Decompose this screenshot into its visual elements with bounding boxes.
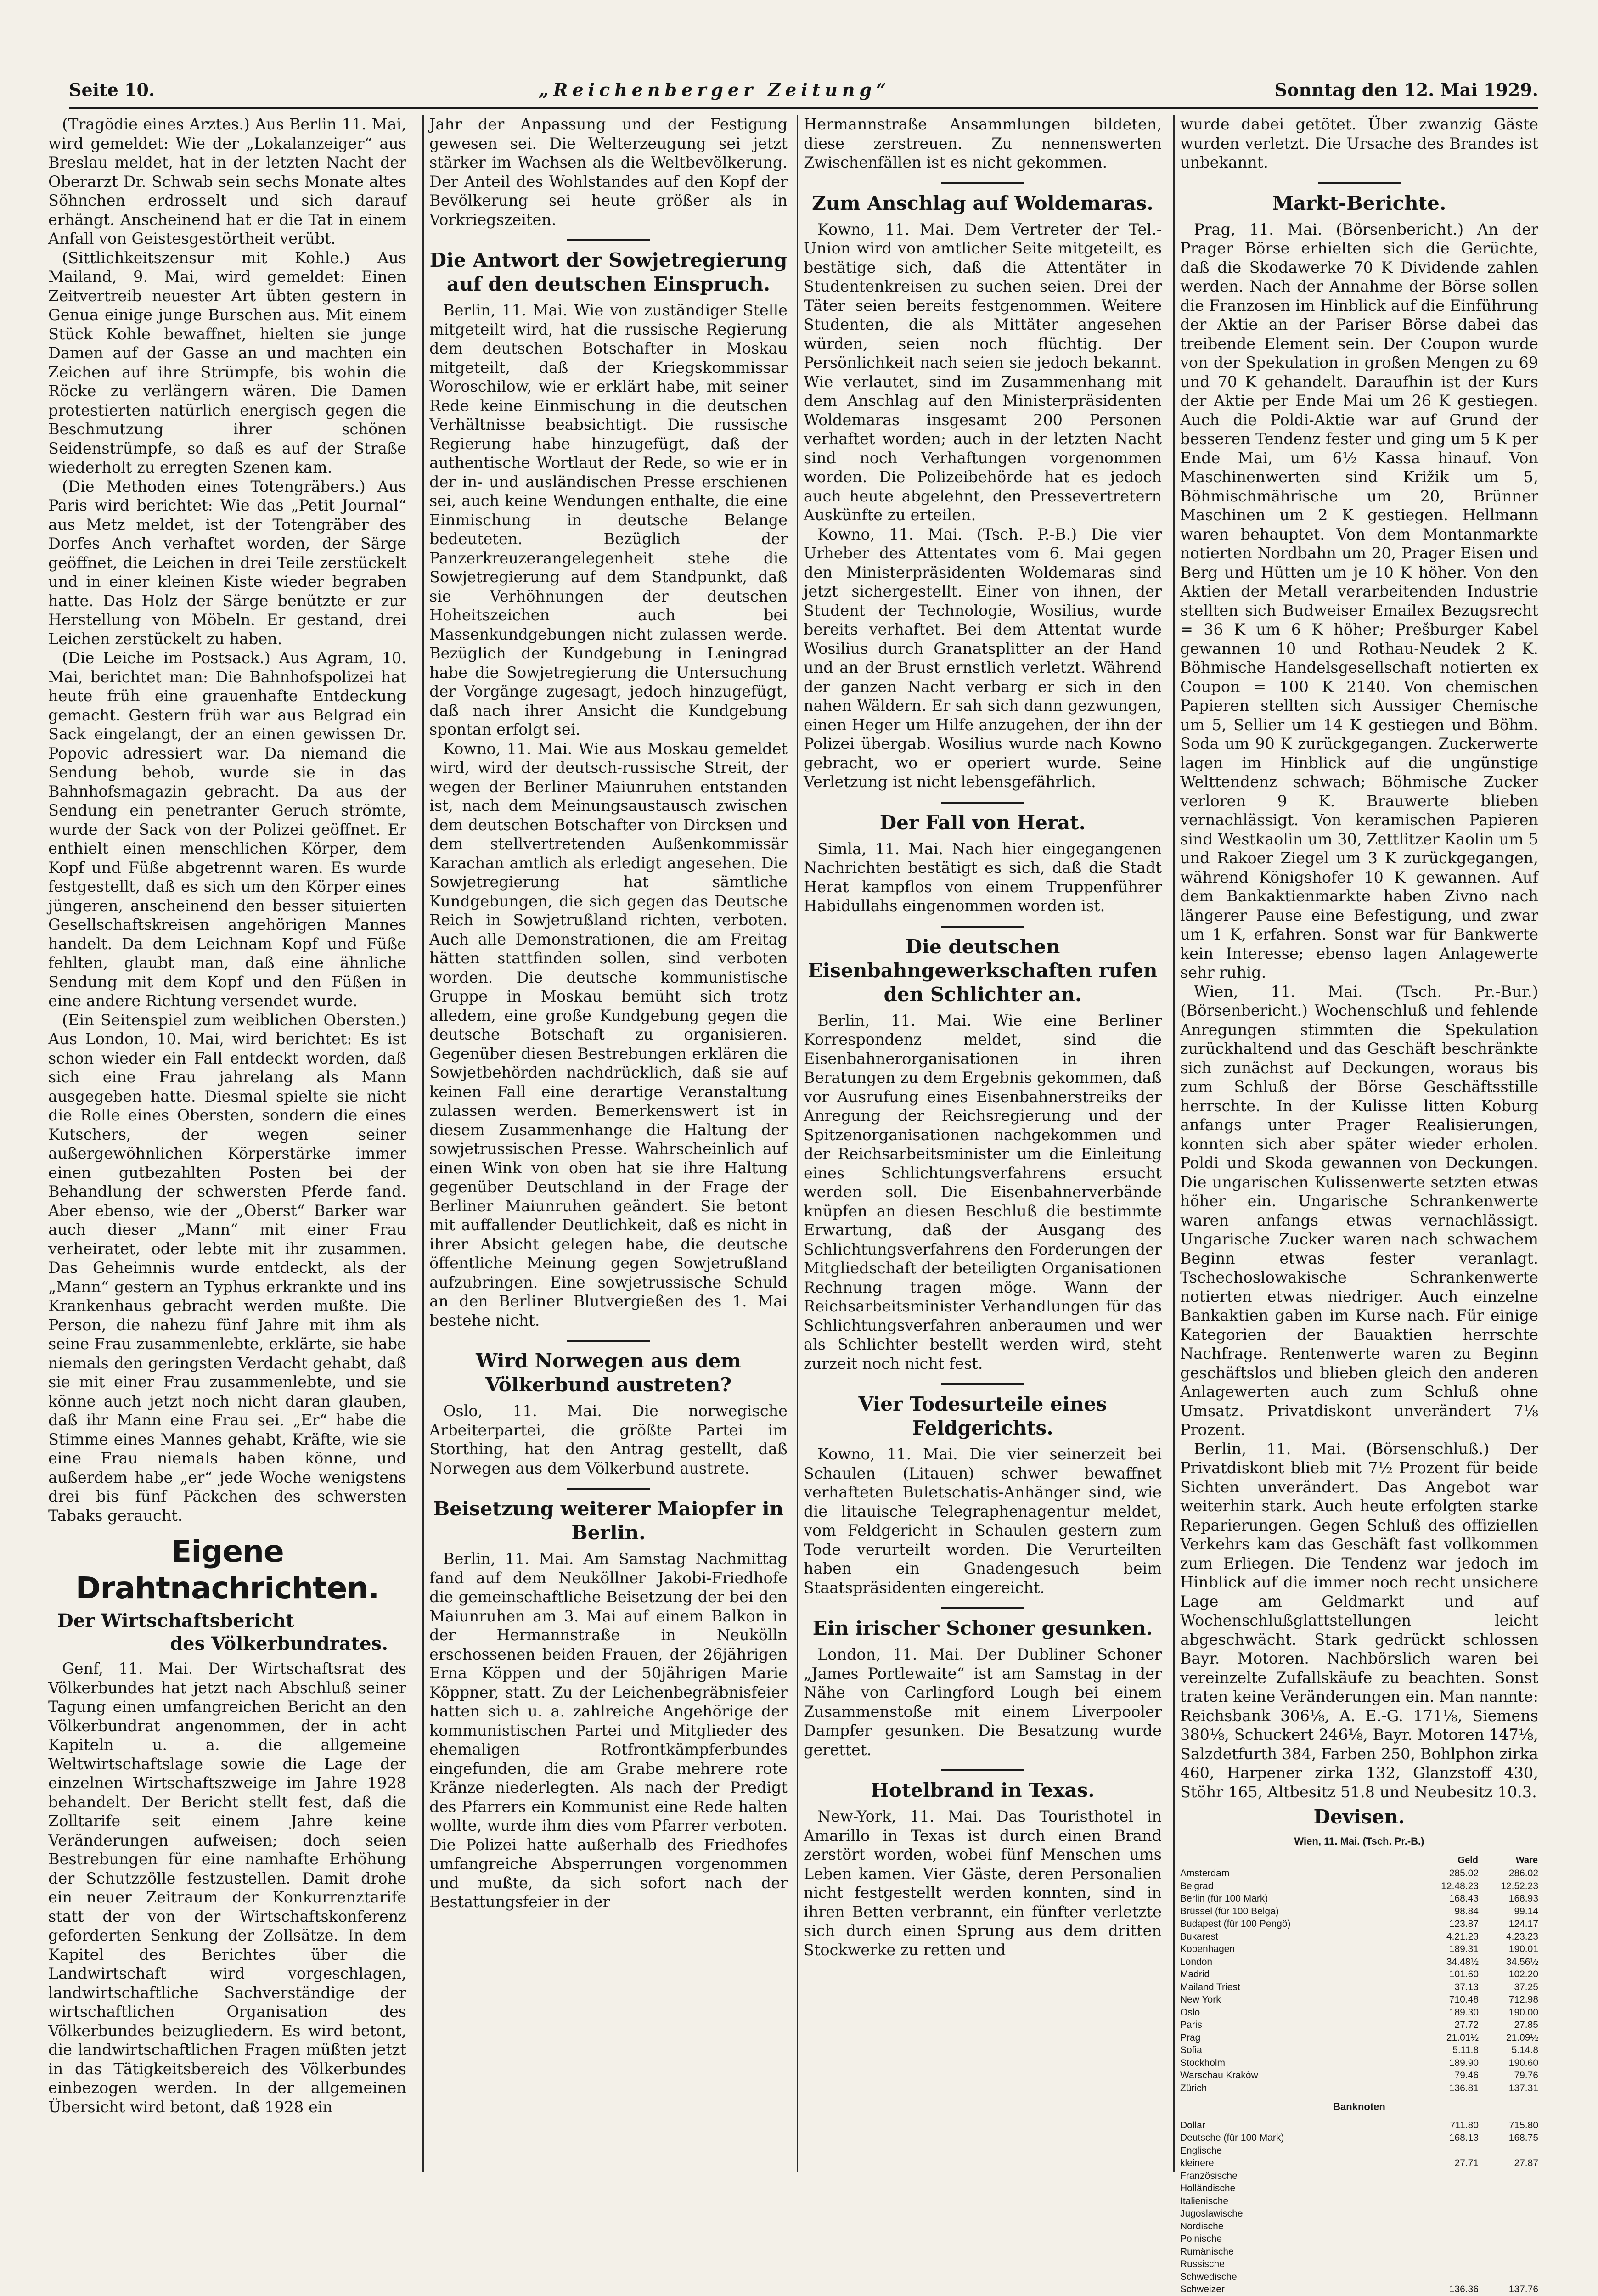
article-separator — [941, 1383, 1024, 1385]
currency-name: Russische — [1180, 2258, 1419, 2271]
table-row — [1180, 2182, 1538, 2195]
bid-rate: 34.48½ — [1419, 1956, 1479, 1969]
ask-rate: 124.17 — [1479, 1918, 1538, 1930]
currency-name: Berlin (für 100 Mark) — [1180, 1892, 1419, 1905]
article-headline: Wird Norwegen aus dem Völkerbund austreten? — [429, 1349, 788, 1397]
ask-rate — [1479, 2207, 1538, 2220]
article-paragraph: Berlin, 11. Mai. Am Samstag Nachmittag fand auf dem Neuköllner Jakobi-Friedhofe die gemeinschaftliche Beisetzung der bei den Maiunruhen am 3. Mai auf einem Balkon in der Hermannstraße in Neukölln erschossenen beiden Frauen, der 26jährigen Erna Köppen und der 50jährigen Marie Köppner, statt. Zu der Leichenbegräbnisfeier hatten sich u. a. zahlreiche Angehörige der kommunistischen Partei und Mitglieder des ehemaligen Rotfrontkämpferbundes eingefunden, die am Grabe mehrere rote Kränze niederlegten. Als nach der Predigt des Pfarrers ein Kommunist eine Rede halten wollte, wurde ihm dies vom Pfarrer verboten. Die Polizei hatte außerhalb des Friedhofes umfangreiche Absperrungen vorgenommen und mußte, da sich sofort nach der Bestattungsfeier in der — [429, 1549, 788, 1912]
newspaper-name: „Reichenberger Zeitung“ — [539, 79, 891, 100]
article-headline: Der Wirtschaftsbericht — [48, 1609, 406, 1632]
table-row — [1180, 2057, 1538, 2070]
bid-rate: 710.48 — [1419, 1993, 1479, 2006]
bid-rate — [1419, 2144, 1479, 2157]
banknote-table — [1180, 2119, 1538, 2296]
article-separator — [941, 1769, 1024, 1771]
exchange-table-title: Banknoten — [1180, 2097, 1538, 2116]
table-row — [1180, 2044, 1538, 2057]
bid-rate — [1419, 2207, 1479, 2220]
bid-rate: 27.72 — [1419, 2019, 1479, 2032]
section-headline: Devisen. — [1180, 1805, 1538, 1829]
bid-rate — [1419, 2170, 1479, 2183]
column-3 — [804, 115, 1162, 2172]
article-paragraph: Berlin, 11. Mai. Wie von zuständiger Stelle mitgeteilt wird, hat die russische Regierung dem deutschen Botschafter in Moskau mitgeteilt, daß der Kriegskommissar Woroschilow, wie er erklärt habe, mit seiner Rede keine Einmischung in die deutschen Verhältnisse beabsichtigt. Die russische Regierung habe hinzugefügt, daß der authentische Wortlaut der Rede, so wie er in der in- und ausländischen Presse erschienen sei, auch keine Wendungen enthalte, die eine Einmischung in deutsche Belange bedeuteten. Bezüglich der Panzerkreuzerangelegenheit stehe die Sowjetregierung auf dem Standpunkt, daß sie Verhöhnungen der deutschen Hoheitszeichen auch bei Massenkundgebungen nicht zulassen werde. Bezüglich der Kundgebung in Leningrad habe die Sowjetregierung die Untersuchung der Vorgänge zugesagt, jedoch hinzugefügt, daß nach ihrer Ansicht die Kundgebung spontan erfolgt sei. — [429, 301, 788, 739]
bid-rate — [1419, 2258, 1479, 2271]
article-headline: Der Fall von Herat. — [804, 811, 1162, 835]
currency-name: Schwedische — [1180, 2271, 1419, 2284]
article-separator — [567, 1488, 650, 1490]
currency-name: kleinere — [1180, 2157, 1419, 2170]
table-row — [1180, 2220, 1538, 2233]
table-row — [1180, 2233, 1538, 2245]
issue-date: Sonntag den 12. Mai 1929. — [1275, 79, 1538, 100]
ask-rate: 712.98 — [1479, 1993, 1538, 2006]
ask-rate: 168.75 — [1479, 2132, 1538, 2144]
currency-name: Polnische — [1180, 2233, 1419, 2245]
article-paragraph: wurde dabei getötet. Über zwanzig Gäste wurden verletzt. Die Ursache des Brandes ist unbekannt. — [1180, 115, 1538, 172]
ask-rate: 137.76 — [1479, 2283, 1538, 2296]
currency-name: Budapest (für 100 Pengö) — [1180, 1918, 1419, 1930]
currency-name: Brüssel (für 100 Belga) — [1180, 1905, 1419, 1918]
table-row — [1180, 1930, 1538, 1943]
bid-rate: 189.31 — [1419, 1943, 1479, 1956]
article-paragraph: (Die Methoden eines Totengräbers.) Aus Paris wird berichtet: Wie das „Petit Journal“ aus Metz meldet, ist der Totengräber des Dorfes Anch verhaftet worden, der Särge geöffnet, die Leichen in drei Teile zerstückelt und in einer kleinen Kiste wieder begraben hatte. Das Holz der Särge benützte er zur Herstellung von Möbeln. Er gestand, drei Leichen zerstückelt zu haben. — [48, 477, 406, 649]
page-number: Seite 10. — [69, 79, 155, 100]
market-report-paragraph: Prag, 11. Mai. (Börsenbericht.) An der Prager Börse erhielten sich die Gerüchte, daß die Skodawerke 70 K Dividende zahlen werden. Nach der Annahme der Börse sollen die Franzosen im Hinblick auf die Einführung der Aktie an der Pariser Börse dabei das treibende Element sein. Der Coupon wurde von der Spekulation in großen Mengen zu 69 und 70 K gehandelt. Daraufhin ist der Kurs der Aktie per Ende Mai um 26 K gestiegen. Auch die Poldi-Aktie war auf Grund der besseren Tendenz fester und ging um 5 K per Ende Mai, um 6½ Kassa hinauf. Von Maschinenwerten sind Križik um 5, Böhmischmährische um 20, Brünner Maschinen um 2 K gestiegen. Hellmann waren behauptet. Von dem Montanmarkte notierten Nordbahn um 20, Prager Eisen und Berg und Hütten um je 10 K höher. Von den Aktien der Metall verarbeitenden Industrie stellten sich Budweiser Emailex Bezugsrecht = 36 K um 6 K höher; Prešburger Kabel gewannen 10 und Rothau-Neudek 2 K. Böhmische Handelsgesellschaft notierten ex Coupon = 100 K 2140. Von chemischen Papieren stellten sich Aussiger Chemische um 5, Sellier um 14 K gestiegen und Böhm. Soda um 90 K zurückgegangen. Zuckerwerte lagen im Hinblick auf die ungünstige Welttendenz schwach; Böhmische Zucker verloren 9 K. Brauwerte blieben vernachlässigt. Von keramischen Papieren sind Westkaolin um 30, Zettlitzer Kaolin um 5 und Rakoer Ziegel um 3 K zurückgegangen, während Königshofer 10 K gewannen. Auf dem Bankaktienmarkte haben Zivno nach längerer Pause eine Befestigung, und zwar um 1 K, erfahren. Sonst war für Bankwerte kein Interesse; ebenso lagen Anlagewerte sehr ruhig. — [1180, 220, 1538, 982]
currency-name: Englische — [1180, 2144, 1419, 2157]
article-headline: Die deutschen Eisenbahngewerkschaften rufen den Schlichter an. — [804, 935, 1162, 1007]
article-paragraph: (Die Leiche im Postsack.) Aus Agram, 10. Mai, berichtet man: Die Bahnhofspolizei hat heute früh eine grauenhafte Entdeckung gemacht. Gestern früh war aus Belgrad ein Sack eingelangt, der an einen gewissen Dr. Popovic adressiert war. Da niemand die Sendung behob, wurde sie in das Bahnhofsmagazin gebracht. Da aus der Sendung ein penetranter Geruch strömte, wurde der Sack von der Polizei geöffnet. Er enthielt einen menschlichen Körper, dem Kopf und Füße abgetrennt waren. Es wurde festgestellt, daß es sich um den Körper eines jüngeren, anscheinend den besser situierten Gesellschaftskreisen angehörigen Mannes handelt. Da dem Leichnam Kopf und Füße fehlten, glaubt man, daß eine ähnliche Sendung mit dem Kopf und den Füßen in eine andere Richtung versendet wurde. — [48, 648, 406, 1011]
currency-name: Jugoslawische — [1180, 2207, 1419, 2220]
bid-rate: 136.81 — [1419, 2082, 1479, 2095]
table-row — [1180, 2019, 1538, 2032]
table-row — [1180, 1892, 1538, 1905]
article-paragraph: Genf, 11. Mai. Der Wirtschaftsrat des Völkerbundes hat jetzt nach Abschluß seiner Tagung einen umfangreichen Bericht an den Völkerbundrat angenommen, der in acht Kapiteln u. a. die allgemeine Weltwirtschaftslage sowie die Lage der einzelnen Wirtschaftszweige im Jahre 1928 behandelt. Der Bericht stellt fest, daß die Zolltarife seit einem Jahre keine Veränderungen aufweisen; doch seien Bestrebungen für eine namhafte Erhöhung der Schutzzölle festzustellen. Damit drohe ein neuer Zeitraum der Konkurrenztarife statt der von der Wirtschaftskonferenz geforderten Senkung der Zollsätze. In dem Kapitel des Berichtes über die Landwirtschaft wird vorgeschlagen, landwirtschaftliche Sachverständige der wirtschaftlichen Organisation des Völkerbundes beizugliedern. Es wird betont, die landwirtschaftlichen Fragen müßten jetzt in das Tätigkeitsbereich des Völkerbundes einbezogen werden. In der allgemeinen Übersicht wird betont, daß 1928 ein — [48, 1659, 406, 2116]
table-row — [1180, 2283, 1538, 2296]
bid-rate: 4.21.23 — [1419, 1930, 1479, 1943]
article-headline: Vier Todesurteile eines Feldgerichts. — [804, 1392, 1162, 1440]
article-headline: Beisetzung weiterer Maiopfer in Berlin. — [429, 1497, 788, 1545]
ask-rate — [1479, 2233, 1538, 2245]
currency-name: Kopenhagen — [1180, 1943, 1419, 1956]
bid-rate — [1419, 2245, 1479, 2258]
column-divider — [1173, 115, 1175, 2172]
bid-rate: 101.60 — [1419, 1968, 1479, 1981]
currency-name: Madrid — [1180, 1968, 1419, 1981]
table-header-row — [1180, 1854, 1538, 1868]
bid-rate: 189.90 — [1419, 2057, 1479, 2070]
ask-rate — [1479, 2258, 1538, 2271]
article-paragraph: Berlin, 11. Mai. Wie eine Berliner Korrespondenz meldet, sind die Eisenbahnerorganisationen in ihren Beratungen zu dem Ergebnis gekommen, daß vor Ausrufung eines Eisenbahnerstreiks der Anregung der Reichsregierung und der Spitzenorganisationen nachgekommen und der Reichsarbeitsminister um die Einleitung eines Schlichtungsverfahrens ersucht werden soll. Die Eisenbahnerverbände knüpfen an diesen Beschluß die bestimmte Erwartung, daß der Ausgang des Schlichtungsverfahrens den Forderungen der Mitgliedschaft der beteiligten Organisationen Rechnung tragen möge. Wann der Reichsarbeitsminister Verhandlungen für das Schlichtungsverfahren anberaumen und wer als Schlichter bestellt werden wird, steht zurzeit noch nicht fest. — [804, 1011, 1162, 1373]
table-row — [1180, 2132, 1538, 2144]
column-divider — [422, 115, 424, 2172]
article-paragraph: Oslo, 11. Mai. Die norwegische Arbeiterpartei, die größte Partei im Storthing, hat den Antrag gestellt, daß Norwegen aus dem Völkerbund austrete. — [429, 1401, 788, 1478]
bid-rate — [1419, 2220, 1479, 2233]
currency-name: London — [1180, 1956, 1419, 1969]
ask-rate — [1479, 2170, 1538, 2183]
article-separator — [567, 1340, 650, 1342]
table-row — [1180, 1968, 1538, 1981]
column-1 — [48, 115, 406, 2172]
article-paragraph: (Tragödie eines Arztes.) Aus Berlin 11. Mai, wird gemeldet: Wie der „Lokalanzeiger“ aus Breslau meldet, hat in der letzten Nacht der Oberarzt Dr. Schwab sein sechs Monate altes Söhnchen erdrosselt und sich darauf erhängt. Anscheinend hat er die Tat in einem Anfall von Geistesgestörtheit verübt. — [48, 115, 406, 248]
table-row — [1180, 2271, 1538, 2284]
bid-rate — [1419, 2271, 1479, 2284]
ask-rate: 27.85 — [1479, 2019, 1538, 2032]
currency-name: Warschau Kraków — [1180, 2069, 1419, 2082]
exchange-table-title: Wien, 11. Mai. (Tsch. Pr.-B.) — [1180, 1832, 1538, 1851]
bid-rate — [1419, 2182, 1479, 2195]
table-row — [1180, 2119, 1538, 2132]
table-row — [1180, 2245, 1538, 2258]
currency-name: Bukarest — [1180, 1930, 1419, 1943]
table-row — [1180, 2006, 1538, 2019]
table-row — [1180, 2170, 1538, 2183]
ask-rate: 99.14 — [1479, 1905, 1538, 1918]
table-row — [1180, 2032, 1538, 2044]
currency-name: New York — [1180, 1993, 1419, 2006]
bid-rate: 136.36 — [1419, 2283, 1479, 2296]
ask-rate: 4.23.23 — [1479, 1930, 1538, 1943]
ask-rate: 21.09½ — [1479, 2032, 1538, 2044]
article-paragraph: Simla, 11. Mai. Nach hier eingegangenen Nachrichten bestätigt es sich, daß die Stadt Herat kampflos von einem Truppenführer Habidullahs eingenommen worden ist. — [804, 839, 1162, 916]
currency-name: Französische — [1180, 2170, 1419, 2183]
column-2 — [429, 115, 788, 2172]
market-report-paragraph: Wien, 11. Mai. (Tsch. Pr.-Bur.) (Börsenbericht.) Wochenschluß und fehlende Anregungen stimmten die Spekulation zurückhaltend und das Geschäft beschränkte sich zunächst auf Deckungen, woraus bis zum Schluß der Börse Geschäftsstille herrschte. In der Kulisse litten Koburg anfangs unter Prager Realisierungen, konnten sich aber später wieder erholen. Poldi und Skoda gewannen von Deckungen. Die ungarischen Kulissenwerte setzten etwas höher ein. Ungarische Schrankenwerte waren anfangs etwas vernachlässigt. Ungarische Zucker waren nach schwachem Beginn etwas fester veranlagt. Tschechoslowakische Schrankenwerte notierten etwas niedriger. Auch einzelne Bankaktien gaben im Kurse nach. Für einige Kategorien der Bauaktien herrschte Nachfrage. Rentenwerte waren zu Beginn geschäftslos und blieben gleich den anderen Anlagewerten auch zum Schluß ohne Umsatz. Privatdiskont unverändert 7⅛ Prozent. — [1180, 982, 1538, 1440]
ask-rate — [1479, 2195, 1538, 2208]
table-row — [1180, 1981, 1538, 1994]
column-header: Ware — [1479, 1854, 1538, 1868]
bid-rate: 285.02 — [1419, 1867, 1479, 1880]
section-headline: Eigene Drahtnachrichten. — [48, 1533, 406, 1607]
ask-rate: 715.80 — [1479, 2119, 1538, 2132]
header-rule — [69, 107, 1538, 109]
currency-name: Mailand Triest — [1180, 1981, 1419, 1994]
article-paragraph: New-York, 11. Mai. Das Touristhotel in Amarillo in Texas ist durch einen Brand zerstört worden, wobei fünf Menschen ums Leben kamen. Vier Gäste, deren Personalien nicht festgestellt werden konnten, sind in ihren Betten verbrannt, ein fünfter verletzte sich durch einen Sprung aus dem dritten Stockwerke zu retten und — [804, 1807, 1162, 1959]
ask-rate — [1479, 2182, 1538, 2195]
ask-rate: 190.60 — [1479, 2057, 1538, 2070]
table-row — [1180, 2069, 1538, 2082]
ask-rate: 190.00 — [1479, 2006, 1538, 2019]
bid-rate — [1419, 2233, 1479, 2245]
currency-name: Holländische — [1180, 2182, 1419, 2195]
column-4 — [1180, 115, 1538, 2172]
article-paragraph: Kowno, 11. Mai. Wie aus Moskau gemeldet wird, wird der deutsch-russische Streit, der wegen der Berliner Maiunruhen entstanden ist, nach dem Meinungsaustausch zwischen dem deutschen Botschafter von Dircksen und dem stellvertretenden Außenkommissär Karachan amtlich als erledigt angesehen. Die Sowjetregierung hat sämtliche Kundgebungen, die sich gegen das Deutsche Reich in Sowjetrußland richten, verboten. Auch alle Demonstrationen, die am Freitag hätten stattfinden sollen, sind verboten worden. Die deutsche kommunistische Gruppe in Moskau bemüht sich trotz alledem, eine große Kundgebung gegen die deutsche Botschaft zu organisieren. Gegenüber diesen Bestrebungen erklären die Sowjetbehörden nachdrücklich, daß sie auf keinen Fall eine derartige Veranstaltung zulassen werden. Bemerkenswert ist in diesem Zusammenhange die Haltung der sowjetrussischen Presse. Wahrscheinlich auf einen Wink von oben hat sie ihre Haltung gegenüber Deutschland in der Frage der Berliner Maiunruhen geändert. Sie betont mit auffallender Deutlichkeit, daß es nicht in ihrer Absicht gelegen habe, die deutsche öffentliche Meinung gegen Sowjetrußland aufzubringen. Eine sowjetrussische Schuld an den Berliner Blutvergießen des 1. Mai bestehe nicht. — [429, 739, 788, 1330]
table-row — [1180, 1867, 1538, 1880]
table-row — [1180, 2195, 1538, 2208]
article-paragraph: London, 11. Mai. Der Dubliner Schoner „James Portlewaite“ ist am Samstag in der Nähe von Carlingford Lough bei einem Zusammenstoße mit einem Liverpooler Dampfer gesunken. Die Besatzung wurde gerettet. — [804, 1645, 1162, 1759]
market-report-paragraph: Berlin, 11. Mai. (Börsenschluß.) Der Privatdiskont blieb mit 7½ Prozent für beide Sichten unverändert. Das Angebot war weiterhin stark. Auch heute erfolgten starke Reparierungen. Gegen Schluß des offiziellen Verkehrs kam das Geschäft fast vollkommen zum Erliegen. Die Tendenz war jedoch im Hinblick auf die immer noch recht unsichere Lage am Geldmarkt und auf Wochenschlußglattstellungen leicht abgeschwächt. Stark gedrückt schlossen Bayr. Motoren. Nachbörslich waren bei vereinzelte Zufallskäufe zu beachten. Sonst traten keine Veränderungen ein. Man nannte: Reichsbank 306⅛, A. E.-G. 171⅛, Siemens 380⅛, Schuckert 246⅛, Bayr. Motoren 147⅛, Salzdetfurth 384, Farben 250, Bohlphon zirka 460, Harpener zirka 132, Glanzstoff 430, Stöhr 165, Altbesitz 51.8 und Neubesitz 10.3. — [1180, 1440, 1538, 1802]
article-headline-continued: des Völkerbundrates. — [48, 1632, 406, 1655]
bid-rate: 168.43 — [1419, 1892, 1479, 1905]
article-separator — [941, 182, 1024, 184]
article-separator — [941, 926, 1024, 928]
ask-rate: 5.14.8 — [1479, 2044, 1538, 2057]
ask-rate: 37.25 — [1479, 1981, 1538, 1994]
ask-rate — [1479, 2271, 1538, 2284]
article-headline: Ein irischer Schoner gesunken. — [804, 1616, 1162, 1640]
article-paragraph: Kowno, 11. Mai. Dem Vertreter der Tel.-Union wird von amtlicher Seite mitgeteilt, es bestätige sich, daß die Attentäter in Studentenkreisen zu suchen seien. Drei der Täter seien bereits festgenommen. Weitere Studenten, die als Mittäter angesehen würden, seien noch flüchtig. Der Persönlichkeit nach seien sie jedoch bekannt. Wie verlautet, sind im Zusammenhang mit dem Anschlag auf den Ministerpräsidenten Woldemaras insgesamt 200 Personen verhaftet worden; auch in der letzten Nacht sind noch Verhaftungen vorgenommen worden. Die Polizeibehörde hat es jedoch auch heute abgelehnt, den Pressevertretern Auskünfte zu erteilen. — [804, 220, 1162, 525]
ask-rate — [1479, 2220, 1538, 2233]
table-row — [1180, 2082, 1538, 2095]
bid-rate: 189.30 — [1419, 2006, 1479, 2019]
currency-name: Nordische — [1180, 2220, 1419, 2233]
bid-rate: 21.01½ — [1419, 2032, 1479, 2044]
ask-rate — [1479, 2144, 1538, 2157]
table-row — [1180, 2157, 1538, 2170]
column-divider — [797, 115, 798, 2172]
article-headline: Hotelbrand in Texas. — [804, 1778, 1162, 1802]
article-separator — [941, 1607, 1024, 1609]
article-headline: Die Antwort der Sowjetregierung auf den deutschen Einspruch. — [429, 248, 788, 296]
currency-name: Oslo — [1180, 2006, 1419, 2019]
ask-rate: 102.20 — [1479, 1968, 1538, 1981]
article-paragraph: (Sittlichkeitszensur mit Kohle.) Aus Mailand, 9. Mai, wird gemeldet: Einen Zeitvertreib neuester Art übten gestern in Genua einige junge Burschen aus. Mit einem Stück Kohle bewaffnet, hielten sie junge Damen auf der Gasse an und machten ein Zeichen auf ihre Strümpfe, bis wohin die Röcke zu verlängern wären. Die Damen protestierten natürlich energisch gegen die Beschmutzung ihrer schönen Seidenstrümpfe, so daß es auf der Straße wiederholt zu erregten Szenen kam. — [48, 248, 406, 477]
table-row — [1180, 1880, 1538, 1893]
page-header — [69, 73, 1538, 106]
article-paragraph: Kowno, 11. Mai. Die vier seinerzeit bei Schaulen (Litauen) schwer bewaffnet verhafteten Buletschatis-Anhänger sind, wie die litauische Telegraphenagentur meldet, vom Feldgericht in Schaulen gestern zum Tode verurteilt worden. Die Verurteilten haben ein Gnadengesuch beim Staatspräsidenten eingereicht. — [804, 1445, 1162, 1597]
currency-name: Deutsche (für 100 Mark) — [1180, 2132, 1419, 2144]
currency-name: Belgrad — [1180, 1880, 1419, 1893]
table-row — [1180, 2207, 1538, 2220]
bid-rate — [1419, 2195, 1479, 2208]
exchange-rate-rows — [1180, 1867, 1538, 2094]
table-row — [1180, 2258, 1538, 2271]
section-headline: Markt-Berichte. — [1180, 191, 1538, 215]
article-paragraph: Kowno, 11. Mai. (Tsch. P.-B.) Die vier Urheber des Attentates vom 6. Mai gegen den Ministerpräsidenten Woldemaras sind jetzt sichergestellt. Einer von ihnen, der Student der Technologie, Wosilius, wurde bereits verhaftet. Bei dem Attentat wurde Wosilius durch Granatsplitter an der Hand und an der Brust ernstlich verletzt. Während der ganzen Nacht verbarg er sich in den nahen Wäldern. Er sah sich dann gezwungen, einen Heger um Hilfe anzugehen, der ihn der Polizei übergab. Wosilius wurde nach Kowno gebracht, wo er operiert wurde. Seine Verletzung ist nicht lebensgefährlich. — [804, 525, 1162, 792]
article-headline: Zum Anschlag auf Woldemaras. — [804, 191, 1162, 215]
currency-name: Sofia — [1180, 2044, 1419, 2057]
currency-name: Italienische — [1180, 2195, 1419, 2208]
article-paragraph: Jahr der Anpassung und der Festigung gewesen sei. Die Welterzeugung sei jetzt stärker im Wachsen als die Weltbevölkerung. Der Anteil des Wohlstandes auf den Kopf der Bevölkerung sei heute größer als in Vorkriegszeiten. — [429, 115, 788, 229]
table-row — [1180, 1918, 1538, 1930]
currency-name: Paris — [1180, 2019, 1419, 2032]
article-separator — [567, 239, 650, 241]
table-row — [1180, 1956, 1538, 1969]
bid-rate: 98.84 — [1419, 1905, 1479, 1918]
bid-rate: 5.11.8 — [1419, 2044, 1479, 2057]
ask-rate: 137.31 — [1479, 2082, 1538, 2095]
currency-name: Stockholm — [1180, 2057, 1419, 2070]
ask-rate: 27.87 — [1479, 2157, 1538, 2170]
currency-name: Zürich — [1180, 2082, 1419, 2095]
currency-name: Prag — [1180, 2032, 1419, 2044]
ask-rate: 34.56½ — [1479, 1956, 1538, 1969]
column-header: Geld — [1419, 1854, 1479, 1868]
ask-rate — [1479, 2245, 1538, 2258]
bid-rate: 711.80 — [1419, 2119, 1479, 2132]
ask-rate: 168.93 — [1479, 1892, 1538, 1905]
ask-rate: 190.01 — [1479, 1943, 1538, 1956]
ask-rate: 12.52.23 — [1479, 1880, 1538, 1893]
bid-rate: 79.46 — [1419, 2069, 1479, 2082]
article-paragraph: Hermannstraße Ansammlungen bildeten, diese zerstreuen. Zu nennenswerten Zwischenfällen ist es nicht gekommen. — [804, 115, 1162, 172]
article-separator — [941, 802, 1024, 804]
banknote-rows — [1180, 2119, 1538, 2296]
currency-name: Rumänische — [1180, 2245, 1419, 2258]
currency-name: Schweizer — [1180, 2283, 1419, 2296]
exchange-rate-table — [1180, 1854, 1538, 2095]
ask-rate: 286.02 — [1479, 1867, 1538, 1880]
ask-rate: 79.76 — [1479, 2069, 1538, 2082]
bid-rate: 27.71 — [1419, 2157, 1479, 2170]
table-row — [1180, 1943, 1538, 1956]
bid-rate: 123.87 — [1419, 1918, 1479, 1930]
bid-rate: 37.13 — [1419, 1981, 1479, 1994]
bid-rate: 168.13 — [1419, 2132, 1479, 2144]
table-row — [1180, 2144, 1538, 2157]
table-row — [1180, 1905, 1538, 1918]
currency-name: Dollar — [1180, 2119, 1419, 2132]
article-paragraph: (Ein Seitenspiel zum weiblichen Obersten.) Aus London, 10. Mai, wird berichtet: Es ist schon wieder ein Fall entdeckt worden, daß sich eine Frau jahrelang als Mann ausgegeben hatte. Diesmal spielte sie nicht die Rolle eines Obersten, sondern die eines Kutschers, der wegen seiner außergewöhnlichen Körperstärke immer einen gutbezahlten Posten bei der Behandlung der schwersten Pferde fand. Aber ebenso, wie der „Oberst“ Barker war auch dieser „Mann“ mit einer Frau verheiratet, oder lebte mit ihr zusammen. Das Geheimnis wurde entdeckt, als der „Mann“ gestern an Typhus erkrankte und ins Krankenhaus gebracht werden mußte. Die Person, die nahezu fünf Jahre mit ihm als seine Frau zusammenlebte, erklärte, sie habe niemals den geringsten Verdacht gehabt, daß sie mit einer Frau zusammenlebte, und sie könne auch jetzt noch nicht daran glauben, daß ihr Mann eine Frau sei. „Er“ habe die Stimme eines Mannes gehabt, Kräfte, wie sie eine Frau niemals haben könne, und außerdem habe „er“ jede Woche wenigstens drei bis fünf Päckchen des schwersten Tabaks geraucht. — [48, 1011, 406, 1525]
table-row — [1180, 1993, 1538, 2006]
bid-rate: 12.48.23 — [1419, 1880, 1479, 1893]
article-separator — [1318, 182, 1401, 184]
currency-name: Amsterdam — [1180, 1867, 1419, 1880]
